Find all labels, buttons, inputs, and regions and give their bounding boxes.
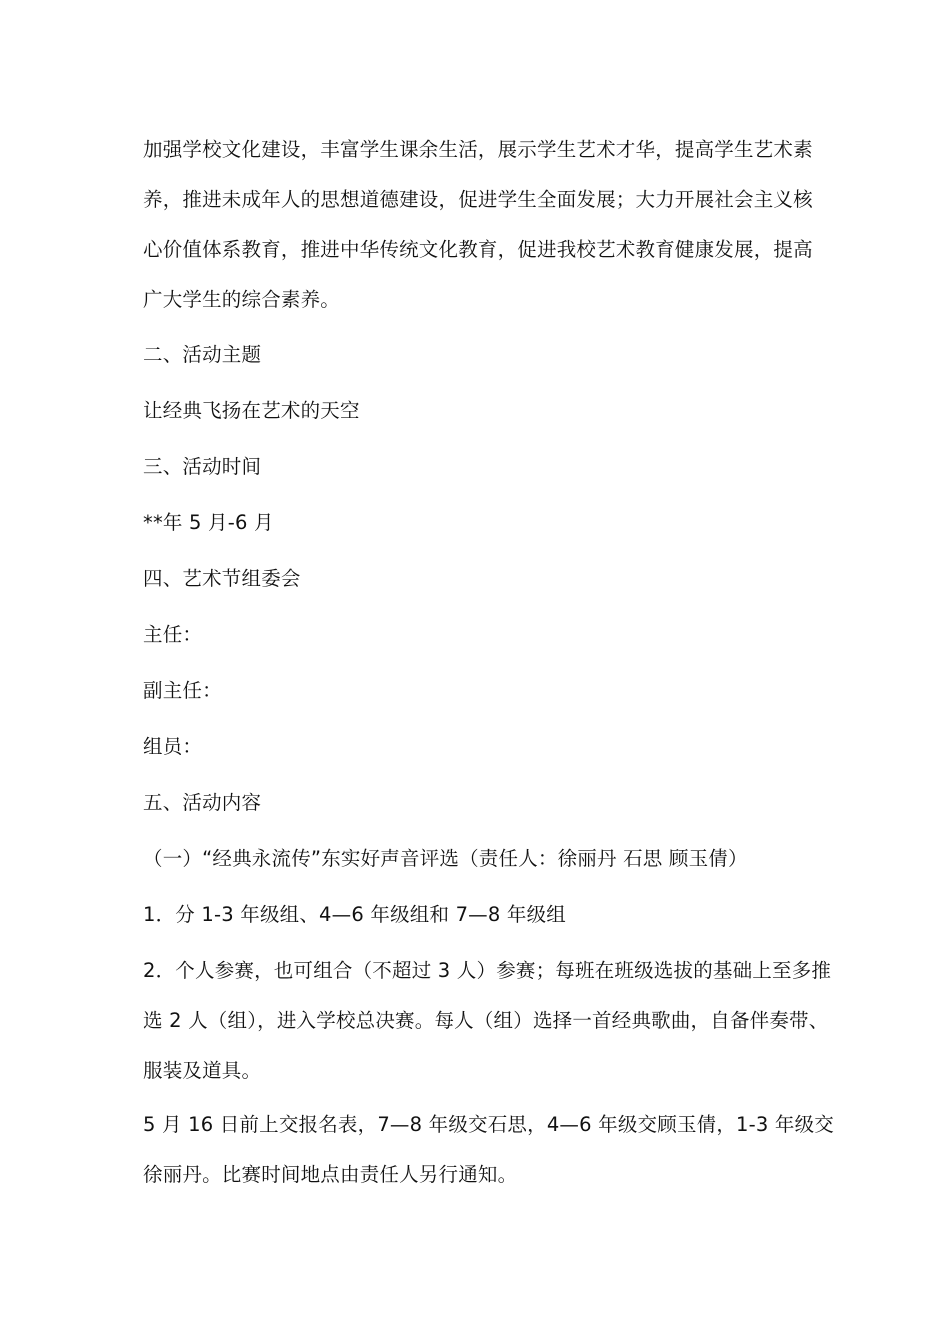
- section-heading-theme: 二、活动主题: [143, 343, 262, 366]
- section-heading-content: 五、活动内容: [143, 791, 262, 814]
- paragraph-purpose-line-2: 养，推进未成年人的思想道德建设，促进学生全面发展；大力开展社会主义核: [143, 188, 813, 211]
- theme-text: 让经典飞扬在艺术的天空: [143, 399, 360, 422]
- committee-members: 组员：: [143, 735, 203, 758]
- item-2-line-2: 选 2 人（组），进入学校总决赛。每人（组）选择一首经典歌曲，自备伴奏带、: [143, 1009, 829, 1032]
- paragraph-purpose-line-4: 广大学生的综合素养。: [143, 288, 341, 311]
- committee-deputy-director: 副主任：: [143, 679, 222, 702]
- section-heading-time: 三、活动时间: [143, 455, 262, 478]
- item-1: 1．分 1-3 年级组、4—6 年级组和 7—8 年级组: [143, 903, 566, 926]
- registration-note-line-1: 5 月 16 日前上交报名表，7—8 年级交石思，4—6 年级交顾玉倩，1-3 年级交: [143, 1113, 834, 1136]
- item-2-line-1: 2．个人参赛，也可组合（不超过 3 人）参赛；每班在班级选拔的基础上至多推: [143, 959, 832, 982]
- time-text: **年 5 月-6 月: [143, 511, 274, 534]
- paragraph-purpose-line-1: 加强学校文化建设，丰富学生课余生活，展示学生艺术才华，提高学生艺术素: [143, 138, 813, 161]
- committee-director: 主任：: [143, 623, 203, 646]
- section-heading-committee: 四、艺术节组委会: [143, 567, 301, 590]
- registration-note-line-2: 徐丽丹。比赛时间地点由责任人另行通知。: [143, 1163, 518, 1186]
- item-2-line-3: 服装及道具。: [143, 1059, 262, 1082]
- paragraph-purpose-line-3: 心价值体系教育，推进中华传统文化教育，促进我校艺术教育健康发展，提高: [143, 238, 813, 261]
- subsection-heading-1: （一）“经典永流传”东实好声音评选（责任人：徐丽丹 石思 顾玉倩）: [143, 847, 748, 870]
